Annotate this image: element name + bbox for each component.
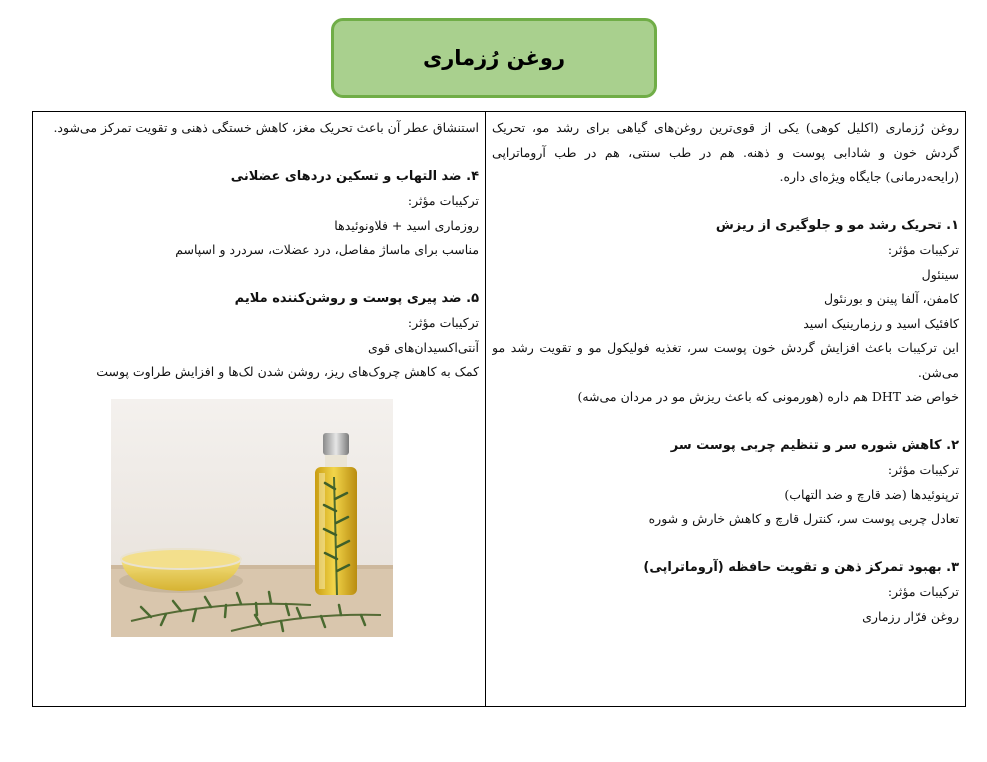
section-1-note: خواص ضد DHT هم داره (هورمونی که باعث ریزش مو در مردان می‌شه) (577, 389, 959, 404)
section-4-item-1: روزماری اسید + فلاونوئیدها (334, 217, 480, 233)
section-4-label: ترکیبات مؤثر: (407, 193, 480, 208)
section-4-description: مناسب برای ماساژ مفاصل، درد عضلات، سردرد و اسپاسم (175, 242, 480, 257)
right-column (485, 112, 965, 706)
spacer (492, 532, 959, 556)
section-3-heading: ۳. بهبود تمرکز ذهن و تقویت حافظه (آروماتراپی) (643, 559, 959, 575)
section-1-label: ترکیبات مؤثر: (887, 242, 959, 257)
section-5-description: کمک به کاهش چروک‌های ریز، روشن شدن لک‌ها و افزایش طراوت پوست (96, 364, 480, 379)
continuation-paragraph: استنشاق عطر آن باعث تحریک مغز، کاهش خستگی ذهنی و تقویت تمرکز می‌شود. (53, 120, 480, 135)
section-2-description: تعادل چربی پوست سر، کنترل قارچ و کاهش خارش و شوره (648, 511, 959, 526)
section-3-item-1: روغن فرّار رزماری (862, 608, 959, 624)
intro-paragraph: روغن رُزماری (اکلیل کوهی) یکی از قوی‌ترین روغن‌های گیاهی برای رشد مو، تحریک گردش خون و شادابی پوست و ذهنه. هم در طب سنتی، هم در طب آروماتراپی (رایحه‌درمانی) جایگاه ویژه‌ای داره. (492, 120, 959, 184)
rosemary-oil-illustration (111, 399, 393, 637)
content-table (32, 111, 966, 707)
title-box (331, 18, 657, 98)
section-3-label: ترکیبات مؤثر: (887, 584, 959, 599)
section-1-heading: ۱. تحریک رشد مو و جلوگیری از ریزش (715, 217, 959, 233)
section-1-description: این ترکیبات باعث افزایش گردش خون پوست سر، تغذیه فولیکول مو و تقویت رشد مو می‌شن. (492, 340, 959, 380)
section-5-item-1: آنتی‌اکسیدان‌های قوی (367, 339, 480, 355)
section-2-label: ترکیبات مؤثر: (887, 462, 959, 477)
spacer (492, 190, 959, 214)
page-title: روغن رُزماری (422, 46, 566, 70)
section-5-label: ترکیبات مؤثر: (407, 315, 480, 330)
section-1-item-3: کافئیک اسید و رزمارینیک اسید (803, 315, 959, 331)
spacer (39, 263, 479, 287)
left-column (33, 112, 485, 706)
section-1-item-1: سینئول (921, 266, 959, 282)
rosemary-oil-photo (111, 399, 393, 637)
section-2-item-1: ترپنوئیدها (ضد قارچ و ضد التهاب) (784, 486, 959, 502)
section-2-heading: ۲. کاهش شوره سر و تنظیم چربی پوست سر (670, 437, 959, 453)
section-1-item-2: کامفن، آلفا پینن و بورنئول (824, 291, 959, 306)
section-5-heading: ۵. ضد پیری پوست و روشن‌کننده ملایم (234, 290, 480, 306)
section-4-heading: ۴. ضد التهاب و تسکین دردهای عضلانی (230, 168, 480, 184)
spacer (492, 410, 959, 434)
spacer (39, 141, 479, 165)
